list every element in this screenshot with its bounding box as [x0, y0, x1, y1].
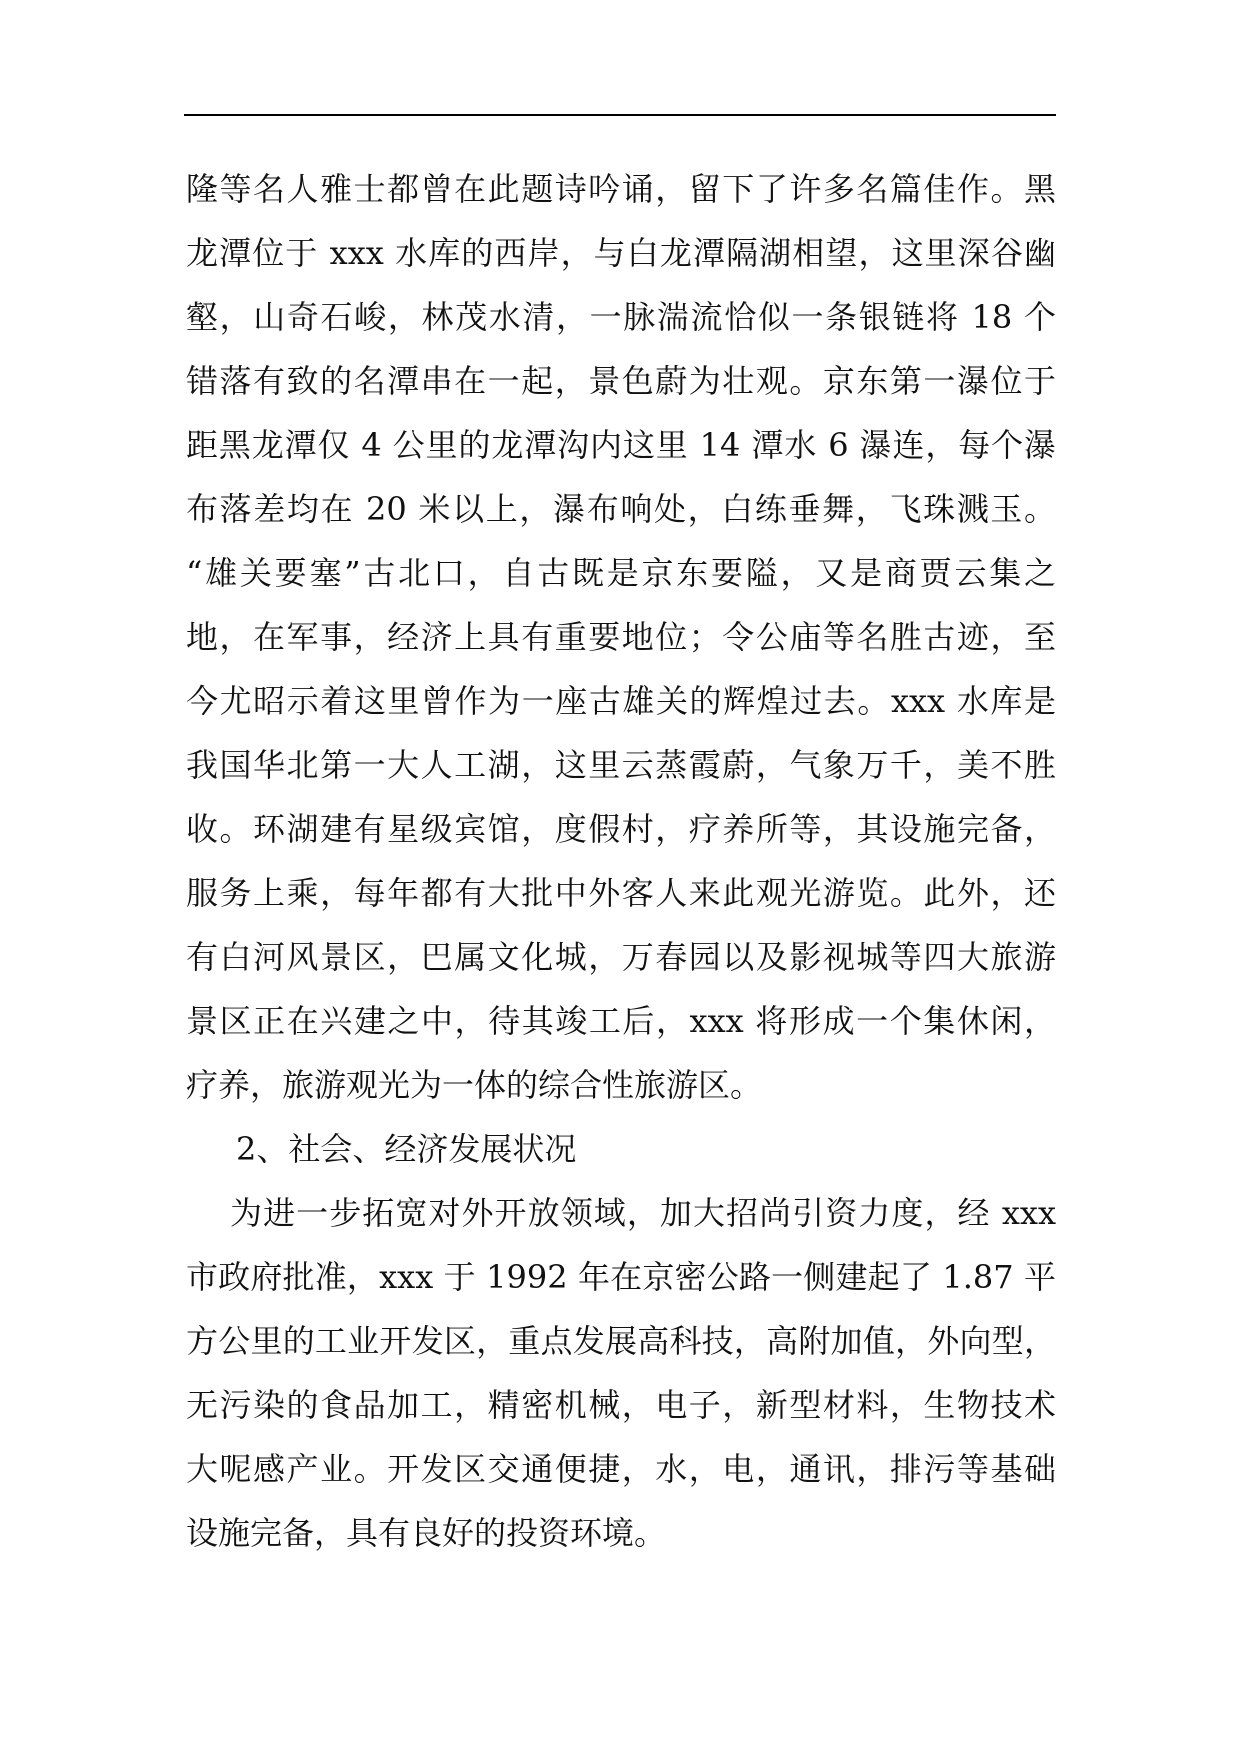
text-line: 市政府批准，xxx 于 1992 年在京密公路一侧建起了 1.87 平 — [186, 1258, 1056, 1296]
text-line: 隆等名人雅士都曾在此题诗吟诵，留下了许多名篇佳作。黑 — [186, 170, 1056, 208]
text-line: 有白河风景区，巴属文化城，万春园以及影视城等四大旅游 — [186, 938, 1056, 976]
text-line: 设施完备，具有良好的投资环境。 — [186, 1514, 667, 1552]
document-body — [186, 160, 1056, 1568]
text-line: 错落有致的名潭串在一起，景色蔚为壮观。京东第一瀑位于 — [186, 362, 1056, 400]
text-line: 方公里的工业开发区，重点发展高科技，高附加值，外向型， — [186, 1322, 1056, 1360]
text-line: 今尤昭示着这里曾作为一座古雄关的辉煌过去。xxx 水库是 — [186, 682, 1056, 720]
text-line: 疗养，旅游观光为一体的综合性旅游区。 — [186, 1066, 763, 1104]
paragraph-development — [186, 1184, 1056, 1568]
text-line: 收。环湖建有星级宾馆，度假村，疗养所等，其设施完备， — [186, 810, 1056, 848]
text-line: 壑，山奇石峻，林茂水清，一脉湍流恰似一条银链将 18 个 — [186, 298, 1056, 336]
text-line: 大呢感产业。开发区交通便捷，水，电，通讯，排污等基础 — [186, 1450, 1056, 1488]
paragraph-scenic-spots — [186, 160, 1056, 1120]
text-line: 距黑龙潭仅 4 公里的龙潭沟内这里 14 潭水 6 瀑连，每个瀑 — [186, 426, 1056, 464]
header-rule — [184, 114, 1056, 116]
section-heading: 2、社会、经济发展状况 — [236, 1130, 577, 1168]
text-line: 地，在军事，经济上具有重要地位；令公庙等名胜古迹，至 — [186, 618, 1056, 656]
text-line: 为进一步拓宽对外开放领域，加大招尚引资力度，经 xxx — [230, 1194, 1056, 1232]
text-line: 服务上乘，每年都有大批中外客人来此观光游览。此外，还 — [186, 874, 1056, 912]
text-line: 景区正在兴建之中，待其竣工后，xxx 将形成一个集休闲， — [186, 1002, 1056, 1040]
text-line: “雄关要塞”古北口，自古既是京东要隘，又是商贾云集之 — [186, 554, 1056, 592]
text-line: 无污染的食品加工，精密机械，电子，新型材料，生物技术 — [186, 1386, 1056, 1424]
text-line: 布落差均在 20 米以上，瀑布响处，白练垂舞，飞珠溅玉。 — [186, 490, 1056, 528]
text-line: 龙潭位于 xxx 水库的西岸，与白龙潭隔湖相望，这里深谷幽 — [186, 234, 1056, 272]
text-line: 我国华北第一大人工湖，这里云蒸霞蔚，气象万千，美不胜 — [186, 746, 1056, 784]
